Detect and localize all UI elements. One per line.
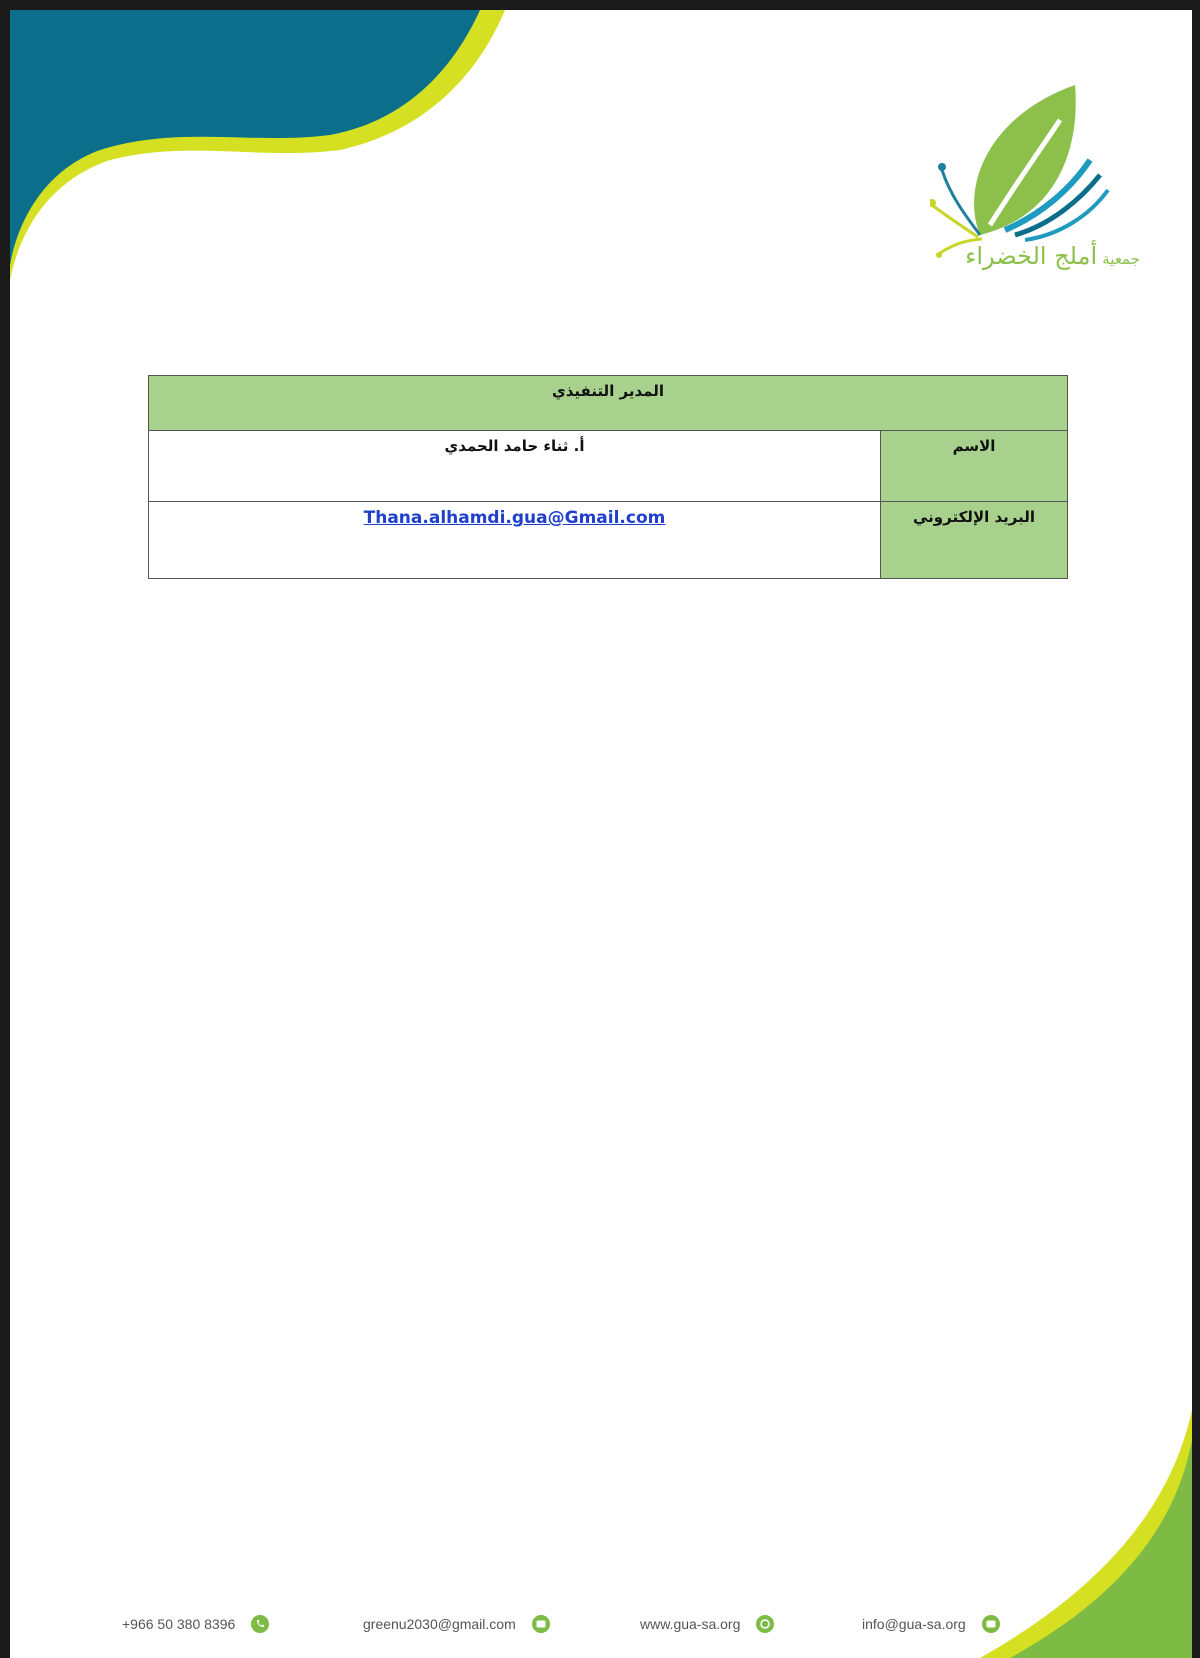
phone-icon [251,1615,269,1633]
email-link[interactable]: Thana.alhamdi.gua@Gmail.com [363,508,666,528]
footer-email [363,1615,550,1633]
website-text: www.gua-sa.org [640,1616,741,1632]
footer-phone [122,1615,269,1633]
footer-info-email [862,1615,1000,1633]
footer-website [640,1615,774,1633]
letterhead-page [10,10,1192,1658]
org-prefix: جمعية [1102,250,1140,268]
phone-number: +966 50 380 8396 [122,1616,236,1632]
info-email-text: info@gua-sa.org [862,1616,966,1632]
organization-logo-text [940,242,1140,270]
executive-director-table [148,375,1068,579]
email-icon [532,1615,550,1633]
table-header-row [149,376,1068,431]
table-title: المدير التنفيذي [149,376,1068,431]
footer-email-text: greenu2030@gmail.com [363,1616,516,1632]
name-label: الاسم [881,431,1068,502]
email-label: البريد الإلكتروني [881,502,1068,579]
top-wave-decoration [10,10,530,300]
table-row [149,431,1068,502]
web-icon [756,1615,774,1633]
org-name: أملج الخضراء [965,242,1098,270]
name-value: أ. ثناء حامد الحمدي [149,431,881,502]
email-icon [982,1615,1000,1633]
footer-contacts [10,1615,1192,1639]
table-row [149,502,1068,579]
email-value-cell [149,502,881,579]
